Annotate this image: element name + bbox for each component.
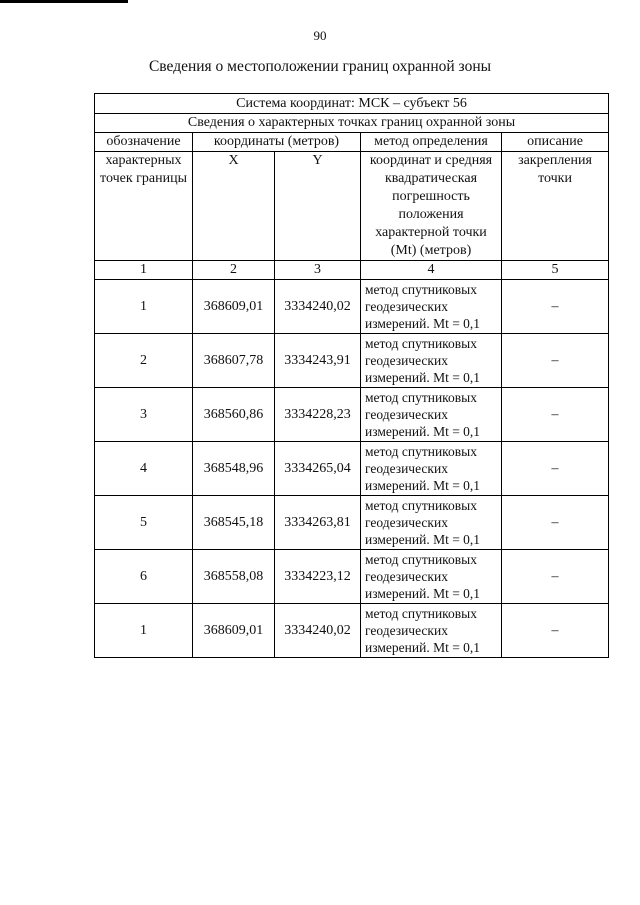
y-coordinate-cell: 3334243,91 [275, 334, 361, 388]
header-designation: характерных точек границы [95, 152, 193, 261]
method-cell: метод спутниковых геодезических измерений. Mt = 0,1 [361, 496, 502, 550]
header-y: Y [275, 152, 361, 261]
point-id-cell: 6 [95, 550, 193, 604]
point-id-cell: 1 [95, 280, 193, 334]
table-row [95, 550, 609, 604]
table-row [95, 442, 609, 496]
table-row [95, 334, 609, 388]
header-coordinates-group: координаты (метров) [193, 133, 361, 152]
points-caption: Сведения о характерных точках границ охранной зоны [95, 114, 609, 133]
y-coordinate-cell: 3334228,23 [275, 388, 361, 442]
column-number: 1 [95, 261, 193, 280]
method-cell: метод спутниковых геодезических измерений. Mt = 0,1 [361, 334, 502, 388]
x-coordinate-cell: 368607,78 [193, 334, 275, 388]
x-coordinate-cell: 368558,08 [193, 550, 275, 604]
x-coordinate-cell: 368609,01 [193, 280, 275, 334]
boundary-points-table [94, 93, 609, 658]
x-coordinate-cell: 368548,96 [193, 442, 275, 496]
y-coordinate-cell: 3334223,12 [275, 550, 361, 604]
x-coordinate-cell: 368545,18 [193, 496, 275, 550]
y-coordinate-cell: 3334263,81 [275, 496, 361, 550]
y-coordinate-cell: 3334240,02 [275, 280, 361, 334]
table-row [95, 388, 609, 442]
description-cell: – [502, 334, 609, 388]
column-number: 3 [275, 261, 361, 280]
header-description-line1: описание [502, 133, 609, 152]
description-cell: – [502, 496, 609, 550]
description-cell: – [502, 442, 609, 496]
table-row [95, 604, 609, 658]
method-cell: метод спутниковых геодезических измерений. Mt = 0,1 [361, 388, 502, 442]
description-cell: – [502, 280, 609, 334]
document-title: Сведения о местоположении границ охранной зоны [148, 58, 492, 75]
table-row [95, 496, 609, 550]
coordinate-system-caption: Система координат: МСК – субъект 56 [95, 94, 609, 114]
method-cell: метод спутниковых геодезических измерений. Mt = 0,1 [361, 280, 502, 334]
header-method: координат и средняя квадратическая погрешность положения характерной точки (Mt) (метров) [361, 152, 502, 261]
description-cell: – [502, 388, 609, 442]
y-coordinate-cell: 3334265,04 [275, 442, 361, 496]
method-cell: метод спутниковых геодезических измерений. Mt = 0,1 [361, 442, 502, 496]
column-number: 2 [193, 261, 275, 280]
description-cell: – [502, 604, 609, 658]
point-id-cell: 3 [95, 388, 193, 442]
header-x: X [193, 152, 275, 261]
header-method-line1: метод определения [361, 133, 502, 152]
point-id-cell: 1 [95, 604, 193, 658]
method-cell: метод спутниковых геодезических измерений. Mt = 0,1 [361, 604, 502, 658]
y-coordinate-cell: 3334240,02 [275, 604, 361, 658]
method-cell: метод спутниковых геодезических измерений. Mt = 0,1 [361, 550, 502, 604]
table-row [95, 280, 609, 334]
point-id-cell: 2 [95, 334, 193, 388]
page-number: 90 [313, 28, 327, 43]
x-coordinate-cell: 368609,01 [193, 604, 275, 658]
header-designation-line1: обозначение [95, 133, 193, 152]
top-rule [0, 0, 128, 3]
column-number: 5 [502, 261, 609, 280]
point-id-cell: 4 [95, 442, 193, 496]
header-description: закрепления точки [502, 152, 609, 261]
point-id-cell: 5 [95, 496, 193, 550]
column-number: 4 [361, 261, 502, 280]
description-cell: – [502, 550, 609, 604]
x-coordinate-cell: 368560,86 [193, 388, 275, 442]
